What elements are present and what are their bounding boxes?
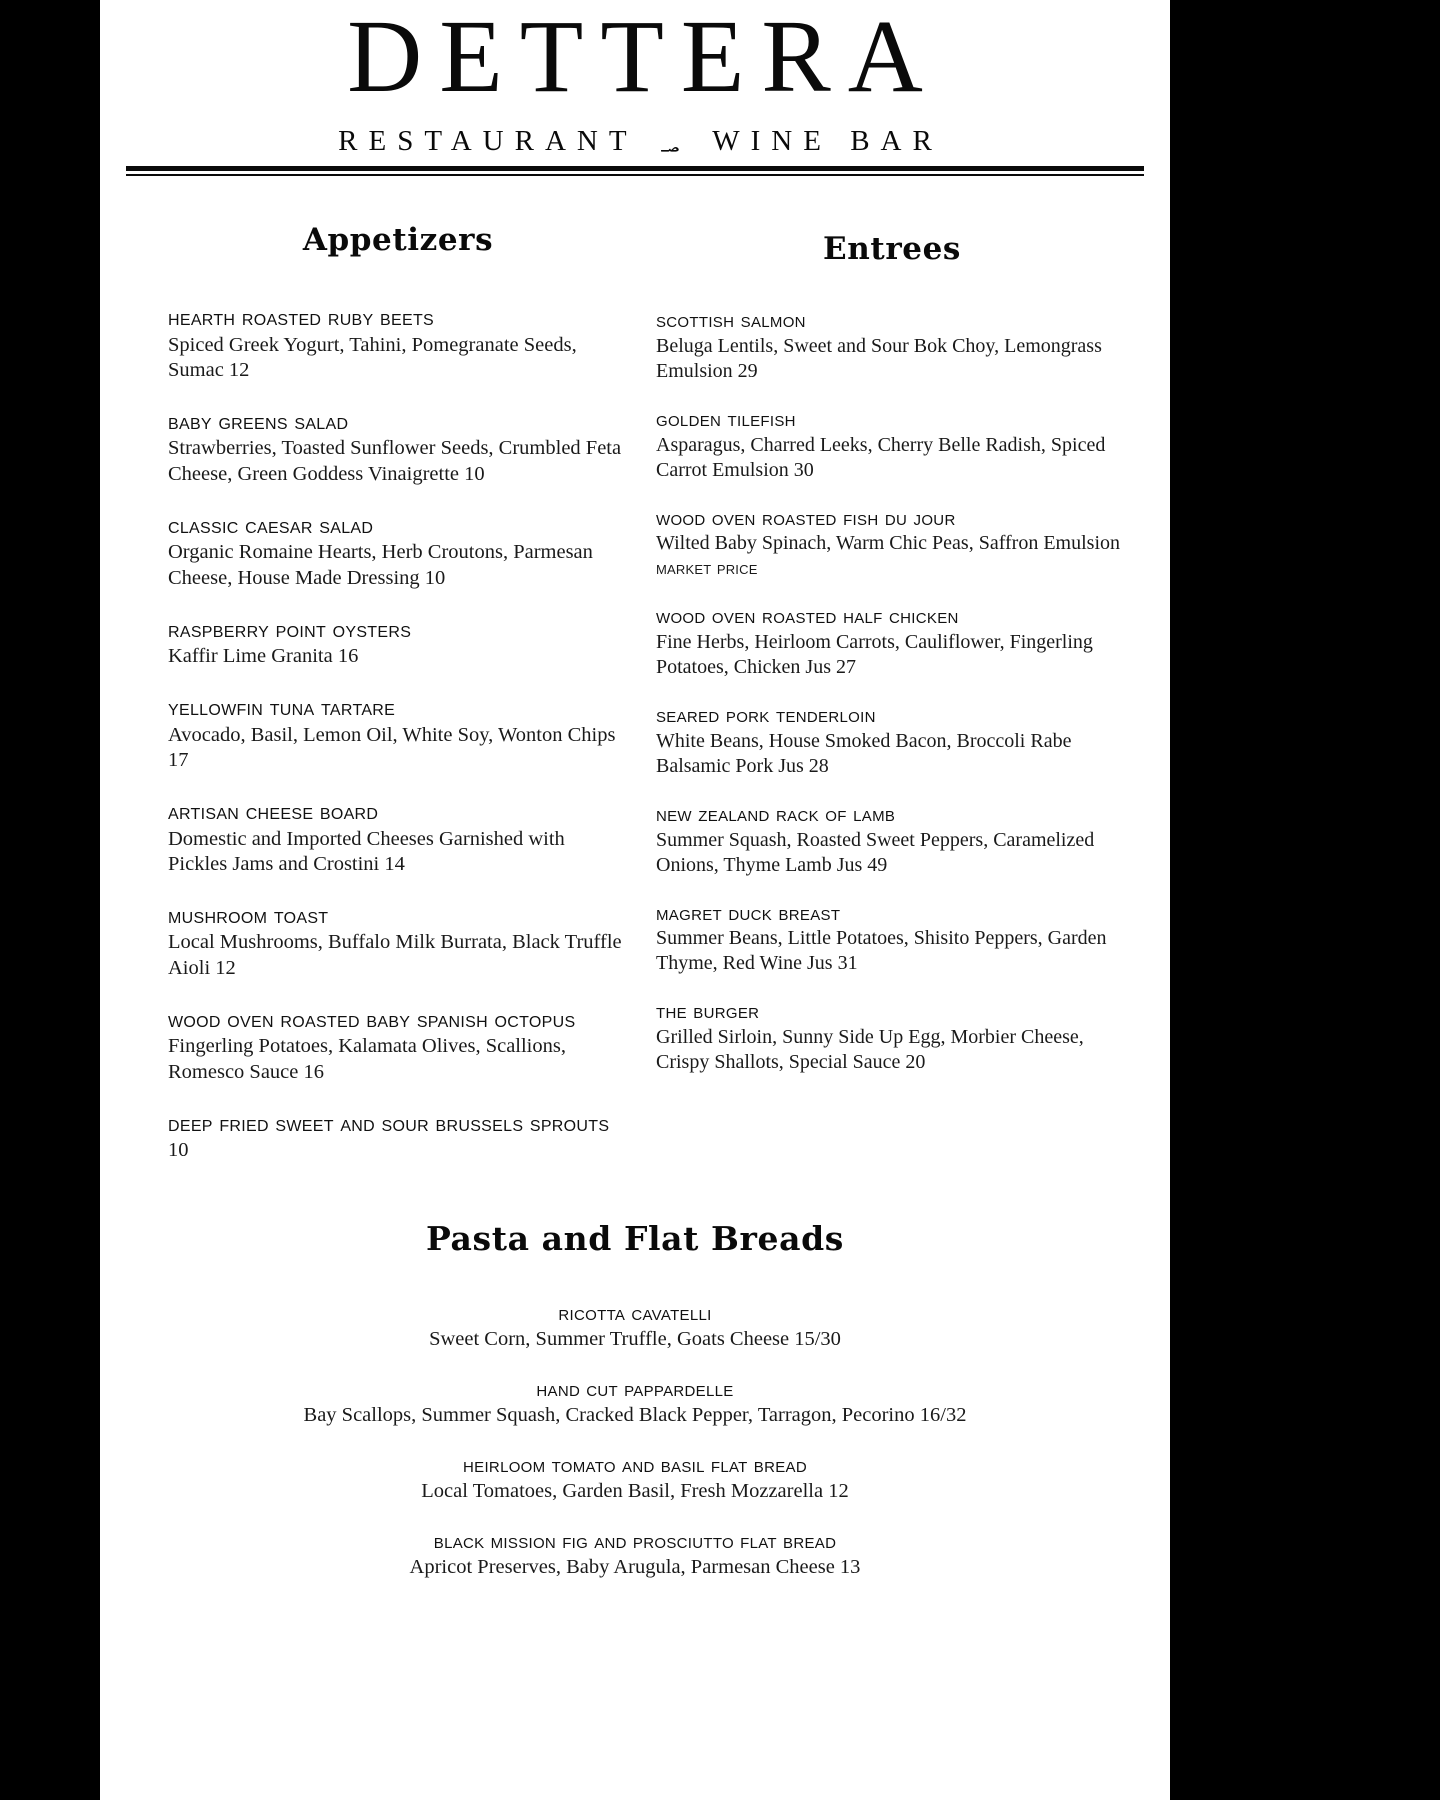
menu-item-description: Local Mushrooms, Buffalo Milk Burrata, Black Truffle Aioli 12: [168, 931, 622, 980]
menu-item-name: hand cut pappardelle: [536, 1378, 734, 1402]
menu-item: [656, 307, 1128, 384]
restaurant-masthead: [100, 0, 1170, 176]
menu-item: [168, 513, 628, 592]
menu-item-description: Spiced Greek Yogurt, Tahini, Pomegranate Seeds, Sumac 12: [168, 333, 577, 382]
menu-item-description: Domestic and Imported Cheeses Garnished with Pickles Jams and Crostini 14: [168, 827, 565, 876]
masthead-divider: [126, 166, 1144, 176]
menu-item-description: White Beans, House Smoked Bacon, Broccoli Rabe Balsamic Pork Jus 28: [656, 729, 1072, 777]
menu-item-name: magret duck breast: [656, 899, 841, 925]
menu-item-name: scottish salmon: [656, 307, 806, 333]
fleuron-ornament-icon: ؃: [660, 129, 679, 154]
menu-item-name: ricotta cavatelli: [558, 1302, 712, 1326]
restaurant-name: DETTERA: [347, 0, 940, 114]
menu-item-description: Apricot Preserves, Baby Arugula, Parmesan Cheese 13: [409, 1556, 861, 1579]
menu-item-name: raspberry point oysters: [168, 617, 412, 643]
menu-item: [656, 900, 1128, 977]
menu-item-name: golden tilefish: [656, 405, 796, 431]
menu-item-description: Summer Squash, Roasted Sweet Peppers, Caramelized Onions, Thyme Lamb Jus 49: [656, 828, 1095, 876]
entrees-column: [628, 222, 1128, 1189]
menu-item: [656, 505, 1128, 582]
menu-item: [168, 1111, 628, 1164]
appetizers-column: [128, 222, 628, 1189]
menu-item-description: Fine Herbs, Heirloom Carrots, Cauliflower, Fingerling Potatoes, Chicken Jus 27: [656, 631, 1093, 679]
menu-page: [100, 0, 1170, 1800]
market-price-label: market price: [656, 558, 758, 580]
menu-item: [168, 409, 628, 488]
divider-thin-rule: [126, 174, 1144, 176]
menu-item-description: Local Tomatoes, Garden Basil, Fresh Mozzarella 12: [421, 1480, 849, 1503]
menu-columns: [100, 222, 1170, 1189]
menu-item: [168, 617, 628, 670]
brand-tagline-row: [100, 125, 1170, 158]
menu-item-description: Bay Scallops, Summer Squash, Cracked Black Pepper, Tarragon, Pecorino 16/32: [303, 1404, 967, 1427]
menu-item: [656, 603, 1128, 680]
menu-item-name: deep fried sweet and sour brussels sprouts: [168, 1111, 610, 1137]
menu-item: [160, 1454, 1110, 1503]
menu-item-name: the burger: [656, 998, 760, 1024]
menu-item-name: wood oven roasted fish du jour: [656, 504, 956, 530]
menu-item: [656, 801, 1128, 878]
menu-item-name: seared pork tenderloin: [656, 702, 876, 728]
menu-item: [160, 1530, 1110, 1579]
menu-item-description: Beluga Lentils, Sweet and Sour Bok Choy, Lemongrass Emulsion 29: [656, 334, 1102, 382]
menu-item: [656, 702, 1128, 779]
tagline-wine-bar: WINE BAR: [712, 125, 943, 158]
tagline-restaurant: RESTAURANT: [338, 125, 638, 158]
menu-item-name: mushroom toast: [168, 903, 329, 929]
menu-item-name: baby greens salad: [168, 409, 349, 435]
menu-item-description: Strawberries, Toasted Sunflower Seeds, Crumbled Feta Cheese, Green Goddess Vinaigrette 10: [168, 437, 622, 486]
menu-item-description: Avocado, Basil, Lemon Oil, White Soy, Wonton Chips 17: [168, 723, 616, 772]
menu-item-name: hearth roasted ruby beets: [168, 305, 435, 331]
menu-item-name: black mission fig and prosciutto flat bread: [433, 1530, 837, 1554]
menu-item: [168, 903, 628, 982]
menu-item: [168, 799, 628, 878]
menu-item-name: wood oven roasted half chicken: [656, 603, 959, 629]
menu-item-description: Summer Beans, Little Potatoes, Shisito Peppers, Garden Thyme, Red Wine Jus 31: [656, 927, 1107, 975]
section-heading-pasta: Pasta and Flat Breads: [426, 1219, 844, 1259]
menu-item: [160, 1378, 1110, 1427]
menu-item-description: [656, 531, 1128, 581]
menu-item: [168, 1007, 628, 1086]
menu-item-description: Grilled Sirloin, Sunny Side Up Egg, Morbier Cheese, Crispy Shallots, Special Sauce 20: [656, 1026, 1084, 1074]
menu-item: [656, 406, 1128, 483]
menu-item: [168, 305, 628, 384]
menu-item-description: Fingerling Potatoes, Kalamata Olives, Scallions, Romesco Sauce 16: [168, 1035, 566, 1084]
section-heading-appetizers: Appetizers: [302, 222, 494, 259]
menu-item: [656, 998, 1128, 1075]
menu-item-description: Kaffir Lime Granita 16: [168, 645, 359, 668]
menu-item-description: Asparagus, Charred Leeks, Cherry Belle Radish, Spiced Carrot Emulsion 30: [656, 433, 1106, 481]
menu-item-name: yellowfin tuna tartare: [168, 695, 396, 721]
menu-item: [168, 695, 628, 774]
pasta-section: [100, 1219, 1170, 1579]
menu-item-description: Organic Romaine Hearts, Herb Croutons, Parmesan Cheese, House Made Dressing 10: [168, 541, 593, 590]
menu-item-name: artisan cheese board: [168, 799, 379, 825]
menu-item-name: wood oven roasted baby spanish octopus: [168, 1007, 576, 1033]
section-heading-entrees: Entrees: [823, 231, 961, 268]
menu-item-description: Sweet Corn, Summer Truffle, Goats Cheese 15/30: [429, 1328, 841, 1351]
menu-item-name: classic caesar salad: [168, 513, 374, 539]
menu-item: [160, 1302, 1110, 1351]
menu-item-name: heirloom tomato and basil flat bread: [463, 1454, 807, 1478]
menu-item-description: 10: [168, 1139, 189, 1162]
menu-item-name: new zealand rack of lamb: [656, 800, 896, 826]
description-text: Wilted Baby Spinach, Warm Chic Peas, Saffron Emulsion: [656, 532, 1121, 555]
